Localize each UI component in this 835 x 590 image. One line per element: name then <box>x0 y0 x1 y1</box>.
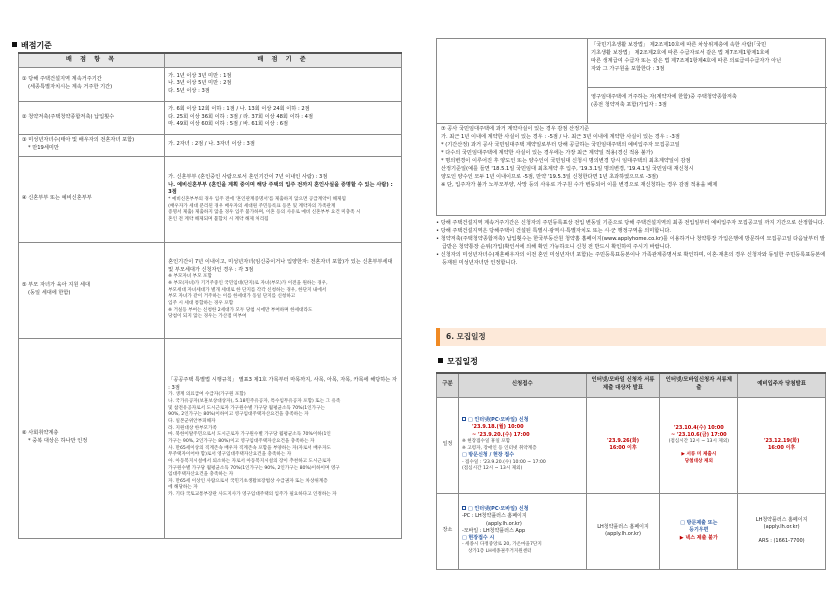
cell-final-schedule: '23.12.19(화) 16:00 이후 <box>738 397 826 493</box>
table-row <box>19 134 402 156</box>
schedule-table <box>436 372 826 570</box>
row-value-newlywed: 가. 신혼부부 (혼인중인 사람으로서 혼인기간이 7년 이내인 사람) : 3점 나. 예비신혼부부 (혼인을 계획 중이며 해당 주택의 입주 전까지 혼인사실을 증명할 수 있는 사람) : 3점 * 예비신혼부부의 경우 입주 전에 '혼인관계증명서'를 제출하지 않으면 공급계약이 해제됨 (배우자가 세대 분리된 경우 배우자의 세대원 주민등록표 등본 및 계약자의 가족관계 증명서 제출) 제출하지 않을 경우 입주 불가하며, 이혼 등의 사유로 예비 신혼부부 요건 미충족 시 혼인 전 계약 해제되며 불합치 시 계약 해제 처리됨 <box>165 156 402 242</box>
header-scoring-item: 배 점 항 목 <box>19 53 165 67</box>
row-value-children: 가. 2자녀 : 2점 / 나. 3자녀 이상 : 3점 <box>165 134 402 156</box>
cell-submit-place: □ 방문제출 또는 등기우편 ▶ 넥스 제출 불가 <box>660 493 738 569</box>
cell-announce-schedule: '23.9.26(화) 16:00 이후 <box>586 397 660 493</box>
permanent-rental-item: 영구임대주택에 거주하는 자(계약자에 한함)중 주택청약종합저축 (종전 청약저축 포함)가입자 : 3점 <box>591 94 737 109</box>
row-value-residence: 가. 1년 이상 3년 미만 : 1점 나. 3년 이상 5년 미만 : 2점 다. 5년 이상 : 3점 <box>165 67 402 101</box>
table-header-row <box>437 373 826 397</box>
divider <box>587 39 588 123</box>
checkbox-icon <box>462 417 466 421</box>
table-row <box>437 397 826 493</box>
table-row <box>19 338 402 538</box>
row-value-family-support: 혼인기간이 7년 이내이고, 미성년자녀(임신중이거나 입양한자: 전혼자녀 포함)가 있는 신혼부부세대 및 부모세대가 신청자인 경우 : 각 3점 ※ 부모자녀 부모 포함 ※ 부모(자녀)가 기거주중인 국민임대(단지)로 자녀(부모)가 이전을 원하는 경우, 부모세대 자녀세대가 별개 세대로 한 단지를 각각 신청하는 경우, 한단지 내에서 부모 자녀가 같이 거주하는 이를 한세대가 동일 단지를 신청하고 입주 시 세대 통합하는 경우 포함 ※ 거실등 부여는 신청한 2세대가 모두 당첨 시에만 부여하며 한세대라도 당첨이 되지 않는 경우는 가산점 미부여 <box>165 242 402 338</box>
header-scoring-criteria: 배 점 기 준 <box>165 53 402 67</box>
bullet-item: • 당해 주택건설지역은 당해주택이 건설된 특별시·광역시·특별자치도 또는 시·군 행정구역을 의미합니다. <box>436 228 671 235</box>
header-submit: 인터넷/모바일신청자 서류제출 <box>660 373 738 397</box>
table-row <box>19 67 402 101</box>
header-category: 구분 <box>437 373 459 397</box>
bullet-item: • 청약저축(주택청약종합저축) 납입횟수는 한국부동산원 청약홈 홈페이지(www.applyhome.co.kr)를 이용하거나 청약통장 가입은행에 방문하여 모집공고일 다음날부터 발급받은 청약통장 순위(가입)확인서에 의해 확인 가능하오니 신청 전 반드시 확인하여 주시기 바랍니다. <box>436 236 825 251</box>
row-value-vulnerable: 「공공주택 특별법 시행규칙」 별표3 제1호 가목부터 마목까지, 사목, 아목, 자목, 카목에 해당하는 자 : 3점 가. 생계 의료급여 수급자(가구원 포함) 나. 국가유공자(보훈보상대상자), 5.18민주유공자, 특수임무유공자 포함) 또는 그 유족 및 참전유공자로서 도시근로자 가구원수별 가구당 월평균소득 70%(1인가구는 90%, 2인가구는 80%)이하이고 영구임대주택자산요건을 충족하는 자 다. 일본군위안부피해자 라. 지원대상 한부모가족 마. 북한이탈주민으로서 도시근로자 가구원수별 가구당 월평균소득 70%이하(1인 가구는 90%, 2인가구는 80%)이고 영구임대주택자산요건을 충족하는 자 사. 만65세이상의 직계존속 배우자 직계존속 포함을 부양하는 자(자로서 배우자도 무주택자이어야 함)로서 영구임대주택자산요건을 충족하는 자 아. 아동복지시설에서 퇴소하는 자로서 아동복지시설의 장이 추천하고 도시근로자 가구원수별 가구당 월평균소득 70%(1인가구는 90%, 2인가구는 80%)이하이며 영구 임대주택자산요건을 충족하는 자 자. 만65세 이상인 사람으로서 국민기초생활보장법상 수급권자 또는 차상위계층 에 해당하는 자 카. 기타 국토교통부장관 사도지사가 영구임대주택의 입주가 필요하다고 인정하는 자 <box>165 338 402 538</box>
header-application: 신청접수 <box>458 373 586 397</box>
vulnerable-continuation: 「국민기초생활 보장법」 제2조제10호에 따른 차상위계층에 속한 사람(「국민 기초생활 보장법」 제2조제2호에 따른 수급자로서 같은 법 제7조제1항제1호에 따른 생계급여 수급자 또는 같은 법 제7조제1항제4호에 따른 의료급여수급자가 아닌 자와 그 가구원을 포함한다 : 3점 <box>591 42 782 73</box>
square-bullet-icon <box>12 42 17 47</box>
table-row <box>437 493 826 569</box>
row-item-savings: ② 청약저축(주택청약종합저축) 납입횟수 <box>19 101 165 134</box>
row-item-residence: ① 당해 주택건설지역 계속거주기간 (세종특별자치시는 계속 거주한 기간) <box>19 67 165 101</box>
section-title-scoring: 배점기준 <box>12 40 52 51</box>
cell-apply-schedule: □ 인터넷(PC·모바일) 신청 '23.9.18.(월) 10:00 ~ '23.9.20.(수) 17:00 ※ 현장접수일 휴일 포함 ※ 고령자, 장애인 등 인터넷 취약계층 □ 방문신청 / 현장 접수 - 접수일 : '23.9.20.(수) 10:00 ~ 17:00 (점심시간 12시 ~ 13시 제외) <box>458 397 586 493</box>
scoring-criteria-table <box>18 52 402 539</box>
checkbox-icon <box>462 506 466 510</box>
cell-submit-schedule: '23.10.4(수) 10:00 ~ '23.10.6(금) 17:00 (점심시간 12시 ~ 13시 제외) ▶ 서류 미 제출시 당첨대상 제외 <box>660 397 738 493</box>
header-final: 예비입주자 당첨발표 <box>738 373 826 397</box>
bullet-item: • 신청자의 미성년자녀수(재혼배우자의 이전 혼인 미성년자녀 포함)는 주민등록표등본이나 가족관계증명서로 확인하며, 이혼·재혼의 경우 신청자와 동일한 주민등록표등본에 등재된 미성년자녀만 인정합니다. <box>436 252 826 267</box>
square-bullet-icon <box>438 358 443 363</box>
row-value-savings: 가. 6회 이상 12회 이하 : 1점 / 나. 13회 이상 24회 이하 : 2점 다. 25회 이상 36회 이하 : 3점 / 라. 37회 이상 48회 이하 : 4점 마. 49회 이상 60회 이하 : 5점 / 바. 61회 이상 : 6점 <box>165 101 402 134</box>
row-item-vulnerable: ⑥ 사회취약계층 * 중복 대상은 하나만 인정 <box>19 338 165 538</box>
section-6-header: 6. 모집일정 <box>436 328 826 346</box>
cell-announce-place: LH청약플러스 홈페이지 (apply.lh.or.kr) <box>586 493 660 569</box>
notice-bullets <box>436 219 828 267</box>
divider <box>437 123 827 124</box>
row-label-place: 장소 <box>437 493 459 569</box>
row-item-family-support: ⑤ 부모 자녀가 육아 지원 세대 (동일 세대에 한함) <box>19 242 165 338</box>
table-row <box>19 242 402 338</box>
scoring-continuation-box <box>436 38 826 216</box>
section-title-schedule: 모집일정 <box>438 356 478 367</box>
row-label-schedule: 일정 <box>437 397 459 493</box>
row-item-newlywed: ④ 신혼부부 또는 예비신혼부부 <box>19 156 165 242</box>
bullet-item: • 당해 주택건설지역 계속거주기간은 신청자의 주민등록표상 전입 변동일 기준으로 당해 주택건설지역의 최종 전입일부터 예비입주자 모집공고일 까지 기간으로 산정합니다. <box>436 220 825 226</box>
divider <box>587 87 827 88</box>
table-header-row <box>19 53 402 67</box>
table-row <box>19 101 402 134</box>
cell-final-place: LH청약플러스 홈페이지 (apply.lh.or.kr) ARS : (1661-7700) <box>738 493 826 569</box>
header-announce: 인터넷/모바일 신청자 서류제출 대상자 발표 <box>586 373 660 397</box>
cell-apply-place: □ 인터넷(PC·모바일) 신청 -PC : LH청약플러스 홈페이지 (apply.lh.or.kr) -모바일 : LH청약플러스 App □ 현장접수 시 - 세종시 다정중앙로 20, 가온마을7단지 상가1층 LH세종권주거지원센터 <box>458 493 586 569</box>
item-7-penalty: ⑦ 공사 국민임대주택에 과거 계약사실이 있는 경우 감점 산정기준 가. 최근 1년 이내에 계약한 사실이 있는 경우 : -5점 / 나. 최근 3년 이내에 계약한 사실이 있는 경우 : -3점 * (기간산정) 과거 공사 국민임대주택 계약일로부터 당해 공급하는 국민임대주택의 예비입주자 모집공고일 * 다수의 국민임대주택에 계약한 사실이 있는 경우에는 가장 최근 계약일 적용(경신 적용 불가) * 명의변경이 이루어진 후 양도인 또는 양수인이 국민임대 신청시 명의변경 당시 임대주택의 최초계약일이 감점 산정기준일(예를 들면 '18.5.1일 국민임대 최초계약 후 입주, '19.3.1일 명의변경, '19.4.1일 국민임대 재신청시 양도인 양수인 모두 1년 이내이므로 -5점, 만약 '19.5.3일 신청한다면 1년 초과하였으므로 -3점) ※ 단, 입주자가 불가 노부모부양, 사망 등의 사유로 가구원 수가 변동되어 이를 변경으로 재신청하는 경우 감점 적용을 배제 <box>441 126 718 189</box>
row-item-children: ③ 미성년자녀수(태아 및 배우자의 전혼자녀 포함) * 만19세미만 <box>19 134 165 156</box>
table-row <box>19 156 402 242</box>
